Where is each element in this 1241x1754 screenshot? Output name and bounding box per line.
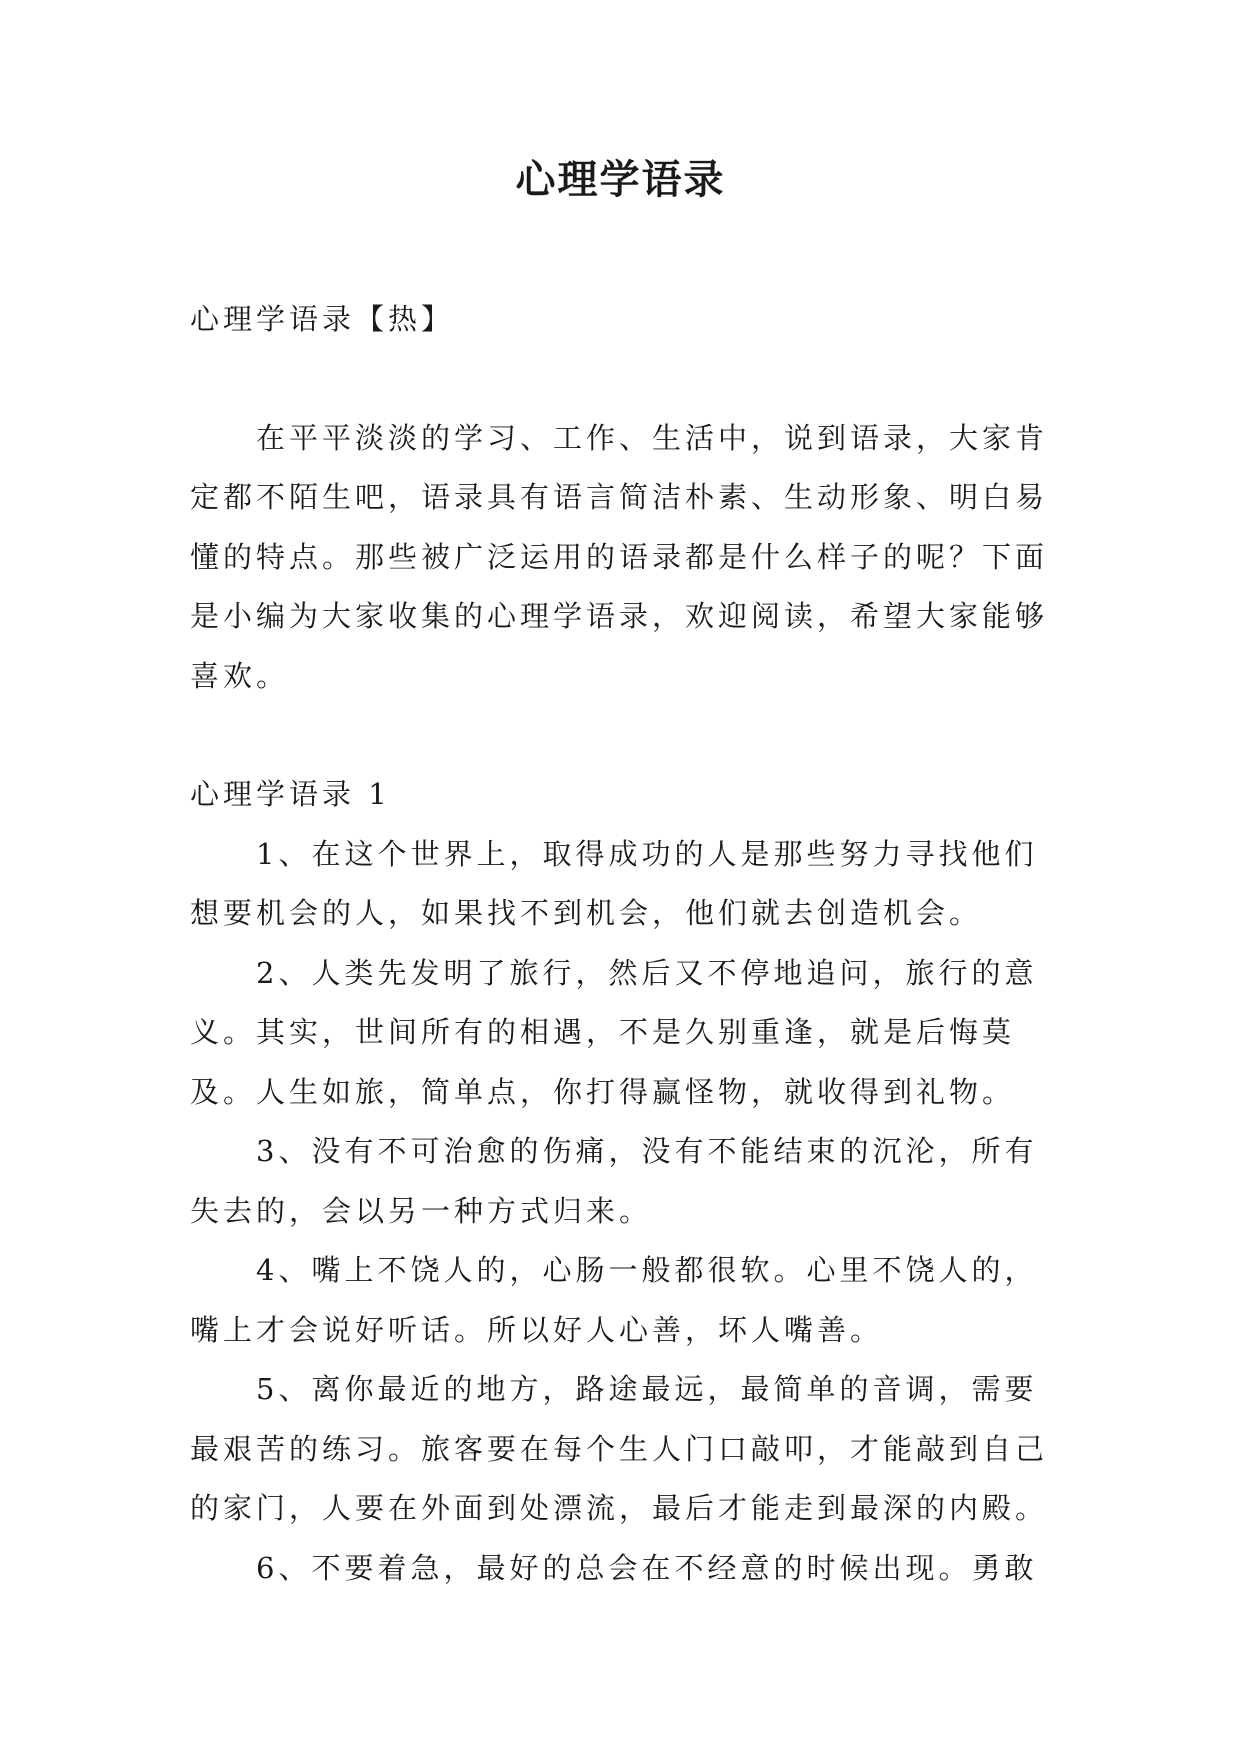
quote-item: 3、没有不可治愈的伤痛，没有不能结束的沉沦，所有失去的，会以另一种方式归来。: [190, 1134, 1038, 1228]
document-title: 心理学语录: [515, 156, 726, 203]
section-heading: 心理学语录 1: [190, 777, 391, 811]
quote-item: 1、在这个世界上，取得成功的人是那些努力寻找他们想要机会的人，如果找不到机会，他们就去创造机会。: [190, 836, 1038, 930]
intro-paragraph: 在平平淡淡的学习、工作、生活中，说到语录，大家肯定都不陌生吧，语录具有语言简洁朴素、生动形象、明白易懂的特点。那些被广泛运用的语录都是什么样子的呢？下面是小编为大家收集的心理学语录，欢迎阅读，希望大家能够喜欢。: [190, 420, 1049, 693]
quote-item: 2、人类先发明了旅行，然后又不停地追问，旅行的意义。其实，世间所有的相遇，不是久别重逢，就是后悔莫及。人生如旅，简单点，你打得赢怪物，就收得到礼物。: [190, 955, 1038, 1109]
quote-item: 6、不要着急，最好的总会在不经意的时候出现。勇敢: [256, 1550, 1038, 1585]
quote-item: 4、嘴上不饶人的，心肠一般都很软。心里不饶人的，嘴上才会说好听话。所以好人心善，坏人嘴善。: [190, 1253, 1038, 1347]
document-subtitle: 心理学语录【热】: [190, 302, 455, 336]
quote-item: 5、离你最近的地方，路途最远，最简单的音调，需要最艰苦的练习。旅客要在每个生人门口敲叩，才能敲到自己的家门，人要在外面到处漂流，最后才能走到最深的内殿。: [190, 1372, 1049, 1525]
document-body: [190, 290, 1050, 1598]
